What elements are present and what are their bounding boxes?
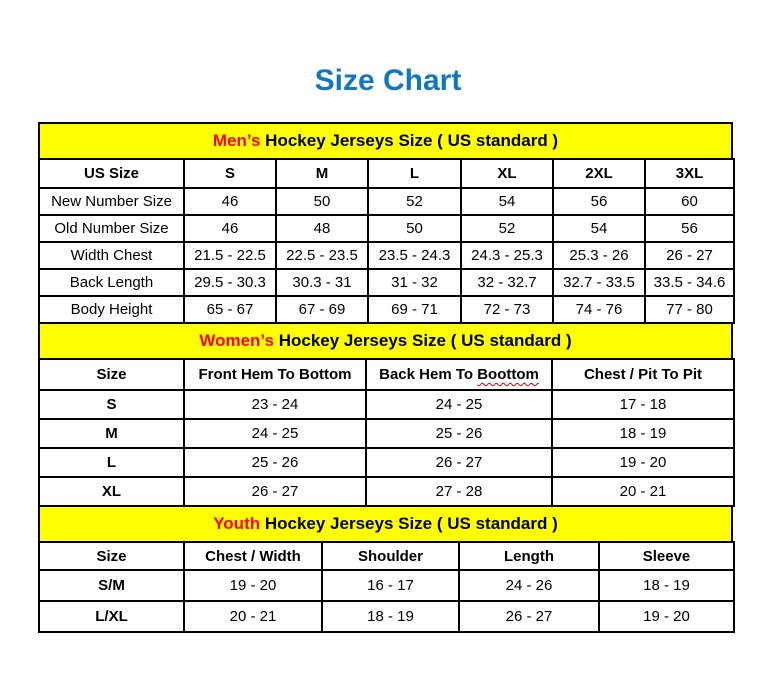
youth-cell: 24 - 26 (459, 570, 599, 601)
womens-cell: 20 - 21 (552, 477, 734, 506)
mens-cell: 33.5 - 34.6 (645, 269, 734, 296)
womens-band (38, 322, 733, 360)
womens-col-header: Chest / Pit To Pit (552, 359, 734, 390)
youth-cell: 18 - 19 (599, 570, 734, 601)
womens-cell: 18 - 19 (552, 419, 734, 448)
womens-size-table (38, 358, 735, 507)
youth-band-group-label: Youth (213, 514, 261, 533)
mens-cell: 60 (645, 188, 734, 215)
youth-cell: 18 - 19 (322, 601, 459, 632)
mens-cell: 52 (368, 188, 461, 215)
youth-row-label: L/XL (39, 601, 184, 632)
mens-row-label: Back Length (39, 269, 184, 296)
mens-cell: 23.5 - 24.3 (368, 242, 461, 269)
mens-cell: 24.3 - 25.3 (461, 242, 553, 269)
youth-row-label: S/M (39, 570, 184, 601)
youth-col-header: Size (39, 542, 184, 570)
mens-cell: 56 (553, 188, 645, 215)
womens-col-header: Size (39, 359, 184, 390)
womens-cell: 24 - 25 (184, 419, 366, 448)
youth-cell: 20 - 21 (184, 601, 322, 632)
mens-cell: 29.5 - 30.3 (184, 269, 276, 296)
youth-cell: 19 - 20 (184, 570, 322, 601)
mens-col-header: S (184, 159, 276, 188)
mens-header-row (39, 159, 734, 188)
mens-cell: 50 (276, 188, 368, 215)
table-row (39, 601, 734, 632)
mens-col-header: 2XL (553, 159, 645, 188)
womens-row-label: S (39, 390, 184, 419)
mens-cell: 30.3 - 31 (276, 269, 368, 296)
mens-size-table (38, 158, 735, 324)
table-row (39, 477, 734, 506)
mens-cell: 46 (184, 188, 276, 215)
mens-cell: 32 - 32.7 (461, 269, 553, 296)
table-row (39, 390, 734, 419)
table-row (39, 242, 734, 269)
womens-cell: 17 - 18 (552, 390, 734, 419)
womens-cell: 26 - 27 (366, 448, 552, 477)
mens-cell: 65 - 67 (184, 296, 276, 323)
youth-col-header: Chest / Width (184, 542, 322, 570)
mens-col-header: XL (461, 159, 553, 188)
mens-row-label: Old Number Size (39, 215, 184, 242)
youth-cell: 19 - 20 (599, 601, 734, 632)
youth-band (38, 505, 733, 543)
womens-cell: 25 - 26 (366, 419, 552, 448)
youth-header-row (39, 542, 734, 570)
mens-cell: 31 - 32 (368, 269, 461, 296)
table-row (39, 215, 734, 242)
mens-cell: 48 (276, 215, 368, 242)
womens-section (38, 322, 733, 507)
womens-band-title: Hockey Jerseys Size ( US standard ) (273, 331, 572, 350)
table-row (39, 296, 734, 323)
page-title: Size Chart (314, 64, 462, 97)
table-row (39, 269, 734, 296)
mens-cell: 22.5 - 23.5 (276, 242, 368, 269)
mens-col-header: M (276, 159, 368, 188)
mens-cell: 72 - 73 (461, 296, 553, 323)
youth-section (38, 505, 733, 633)
mens-cell: 54 (553, 215, 645, 242)
youth-cell: 16 - 17 (322, 570, 459, 601)
womens-col-header (366, 359, 552, 390)
youth-size-table (38, 541, 735, 633)
youth-cell: 26 - 27 (459, 601, 599, 632)
womens-row-label: L (39, 448, 184, 477)
mens-cell: 67 - 69 (276, 296, 368, 323)
womens-cell: 24 - 25 (366, 390, 552, 419)
mens-band-group-label: Men’s (212, 131, 261, 150)
mens-cell: 32.7 - 33.5 (553, 269, 645, 296)
mens-band (38, 122, 733, 160)
mens-row-label: Width Chest (39, 242, 184, 269)
womens-col-header-text: Back Hem To (379, 366, 478, 383)
table-row (39, 570, 734, 601)
size-chart-tables (38, 122, 733, 633)
mens-cell: 74 - 76 (553, 296, 645, 323)
youth-col-header: Sleeve (599, 542, 734, 570)
mens-cell: 54 (461, 188, 553, 215)
mens-section (38, 122, 733, 324)
mens-row-label: Body Height (39, 296, 184, 323)
mens-cell: 52 (461, 215, 553, 242)
youth-col-header: Shoulder (322, 542, 459, 570)
womens-row-label: XL (39, 477, 184, 506)
mens-band-title: Hockey Jerseys Size ( US standard ) (260, 131, 559, 150)
mens-cell: 69 - 71 (368, 296, 461, 323)
mens-cell: 26 - 27 (645, 242, 734, 269)
mens-cell: 77 - 80 (645, 296, 734, 323)
womens-col-header: Front Hem To Bottom (184, 359, 366, 390)
womens-cell: 19 - 20 (552, 448, 734, 477)
womens-band-group-label: Women’s (199, 331, 274, 350)
mens-row-label: New Number Size (39, 188, 184, 215)
mens-col-header: L (368, 159, 461, 188)
table-row (39, 188, 734, 215)
table-row (39, 419, 734, 448)
mens-cell: 50 (368, 215, 461, 242)
womens-row-label: M (39, 419, 184, 448)
mens-col-header: US Size (39, 159, 184, 188)
womens-header-row (39, 359, 734, 390)
mens-col-header: 3XL (645, 159, 734, 188)
womens-cell: 25 - 26 (184, 448, 366, 477)
womens-cell: 26 - 27 (184, 477, 366, 506)
mens-cell: 21.5 - 22.5 (184, 242, 276, 269)
youth-col-header: Length (459, 542, 599, 570)
mens-cell: 25.3 - 26 (553, 242, 645, 269)
table-row (39, 448, 734, 477)
womens-cell: 27 - 28 (366, 477, 552, 506)
youth-band-title: Hockey Jerseys Size ( US standard ) (260, 514, 558, 533)
mens-cell: 56 (645, 215, 734, 242)
mens-cell: 46 (184, 215, 276, 242)
womens-cell: 23 - 24 (184, 390, 366, 419)
misspelled-word: Boottom (477, 366, 539, 383)
